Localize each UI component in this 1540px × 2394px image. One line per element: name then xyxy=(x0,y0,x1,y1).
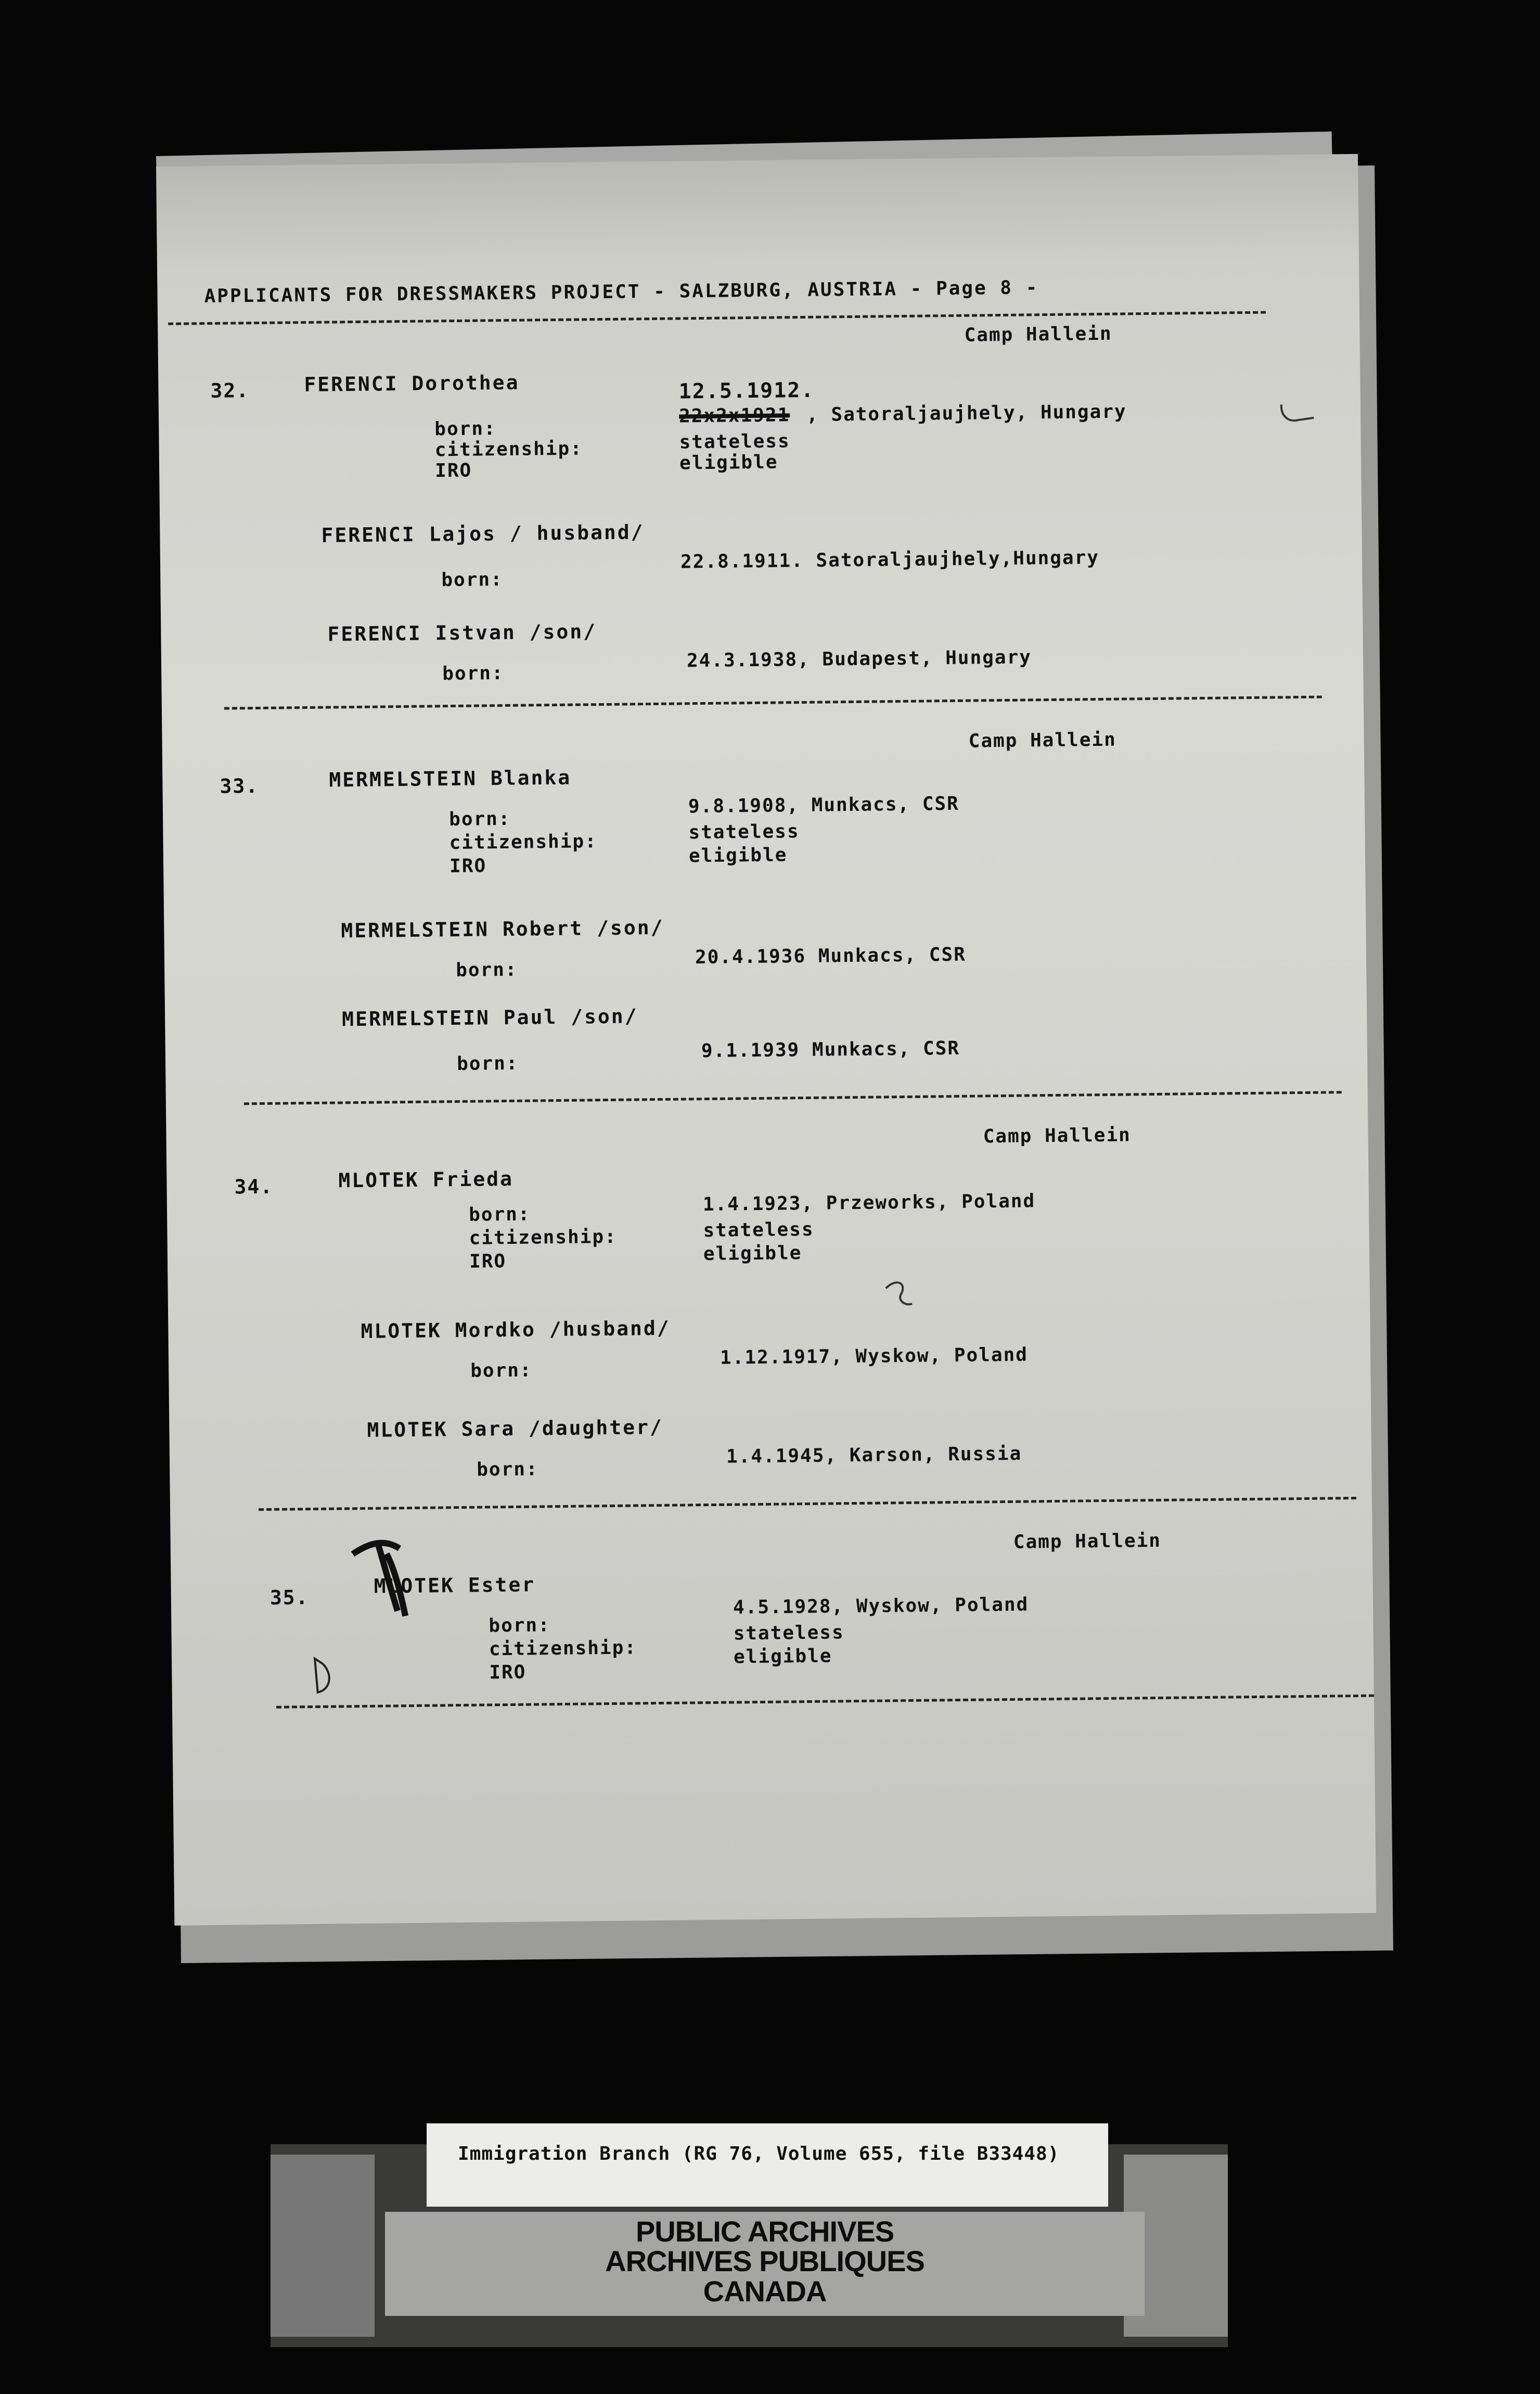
document-page xyxy=(156,154,1376,1926)
citizenship-label: citizenship: xyxy=(489,1637,637,1660)
born-label: born: xyxy=(489,1614,550,1637)
camp-label: Camp Hallein xyxy=(1013,1530,1162,1553)
iro-label: IRO xyxy=(449,855,487,877)
citizenship-value: stateless xyxy=(703,1218,814,1242)
born-label: born: xyxy=(441,569,503,591)
entry-divider xyxy=(259,1497,1356,1511)
entry-divider xyxy=(244,1091,1342,1105)
birth-date: 1.4.1923, Przeworks, Poland xyxy=(702,1190,1036,1216)
citizenship-value: stateless xyxy=(679,430,790,453)
entry-number: 32. xyxy=(210,379,250,402)
stamp-line-1: PUBLIC ARCHIVES xyxy=(635,2215,894,2248)
camp-label: Camp Hallein xyxy=(968,729,1116,752)
page-header: APPLICANTS FOR DRESSMAKERS PROJECT - SALZBURG, AUSTRIA - Page 8 - xyxy=(204,277,1039,308)
citizenship-label: citizenship: xyxy=(469,1226,617,1249)
birth-place: , Satoraljaujhely, Hungary xyxy=(806,401,1127,426)
applicant-name: MLOTEK Frieda xyxy=(338,1167,514,1192)
family-member-born: 20.4.1936 Munkacs, CSR xyxy=(695,944,966,969)
family-member-name: FERENCI Lajos / husband/ xyxy=(321,520,645,547)
camp-label: Camp Hallein xyxy=(964,323,1112,346)
applicant-name: MLOTEK Ester xyxy=(374,1573,536,1598)
pen-mark-check xyxy=(1277,399,1325,431)
iro-value: eligible xyxy=(733,1645,832,1668)
pen-mark-squiggle xyxy=(880,1278,922,1315)
birth-date: 9.8.1908, Munkacs, CSR xyxy=(688,793,959,818)
entry-number: 34. xyxy=(234,1175,274,1199)
family-member-name: MERMELSTEIN Paul /son/ xyxy=(341,1004,638,1031)
family-member-name: MLOTEK Sara /daughter/ xyxy=(367,1415,663,1442)
born-label: born: xyxy=(470,1359,532,1382)
applicant-name: FERENCI Dorothea xyxy=(304,371,520,397)
birth-date: 4.5.1928, Wyskow, Poland xyxy=(733,1594,1029,1619)
citizenship-value: stateless xyxy=(733,1622,844,1645)
family-member-born: 1.12.1917, Wyskow, Poland xyxy=(720,1344,1029,1369)
entry-divider xyxy=(276,1695,1374,1709)
stamp-line-3: CANADA xyxy=(703,2275,827,2308)
iro-value: eligible xyxy=(703,1242,802,1265)
born-label: born: xyxy=(442,663,504,685)
iro-label: IRO xyxy=(469,1251,507,1272)
stamp-line-2: ARCHIVES PUBLIQUES xyxy=(605,2245,925,2277)
family-member-born: 1.4.1945, Karson, Russia xyxy=(726,1443,1022,1468)
family-member-name: MERMELSTEIN Robert /son/ xyxy=(341,915,664,943)
iro-label: IRO xyxy=(434,460,472,482)
struck-date: 22x2x1921 xyxy=(678,404,790,427)
entry-number: 35. xyxy=(270,1586,309,1609)
family-member-name: FERENCI Istvan /son/ xyxy=(327,620,597,646)
citizenship-label: citizenship: xyxy=(434,438,583,461)
citizenship-value: stateless xyxy=(688,821,800,844)
camp-label: Camp Hallein xyxy=(983,1124,1131,1148)
applicant-name: MERMELSTEIN Blanka xyxy=(329,766,572,792)
birth-date: 12.5.1912. xyxy=(678,378,815,404)
entry-divider xyxy=(224,696,1322,710)
born-label: born: xyxy=(468,1203,531,1226)
born-label: born: xyxy=(477,1458,538,1481)
pen-mark-d xyxy=(307,1653,339,1700)
born-label: born: xyxy=(456,1052,519,1075)
born-label: born: xyxy=(455,959,518,982)
family-member-born: 24.3.1938, Budapest, Hungary xyxy=(686,646,1032,672)
born-label: born: xyxy=(434,418,496,440)
iro-value: eligible xyxy=(679,451,778,474)
archive-label-card xyxy=(427,2123,1108,2207)
family-member-born: 9.1.1939 Munkacs, CSR xyxy=(701,1037,960,1062)
family-member-born: 22.8.1911. Satoraljaujhely,Hungary xyxy=(680,547,1100,573)
entry-number: 33. xyxy=(220,774,259,798)
family-member-name: MLOTEK Mordko /husband/ xyxy=(361,1316,671,1343)
iro-value: eligible xyxy=(688,844,788,867)
pen-mark-annotation xyxy=(348,1533,421,1637)
citizenship-label: citizenship: xyxy=(449,831,597,854)
archive-reference: Immigration Branch (RG 76, Volume 655, file B33448) xyxy=(458,2143,1060,2164)
iro-label: IRO xyxy=(489,1661,527,1684)
born-label: born: xyxy=(448,808,511,831)
